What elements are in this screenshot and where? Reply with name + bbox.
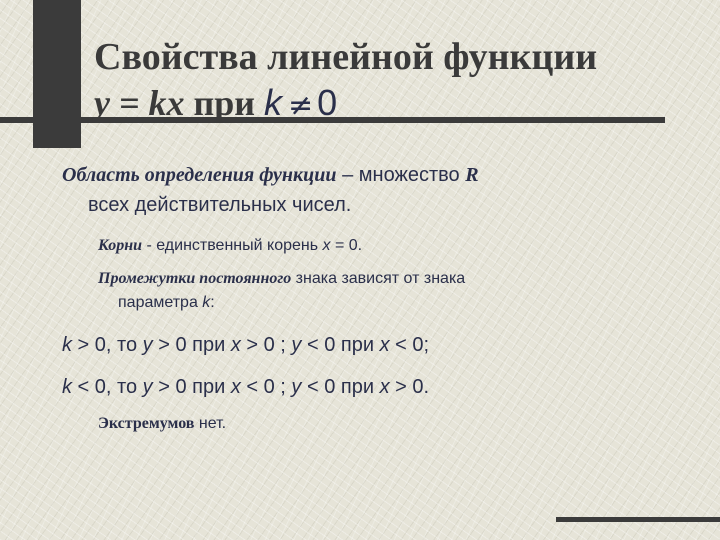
y-var: y: [142, 334, 153, 356]
intervals-variable: k: [202, 294, 211, 311]
condition-text: < 0;: [389, 334, 430, 356]
x-var: x: [379, 334, 390, 356]
x-var: x: [230, 334, 241, 356]
extrema-term: Экстремумов: [98, 415, 195, 432]
domain-term: Область определения функции: [62, 164, 337, 186]
condition-text: < 0 ;: [240, 376, 292, 398]
decorative-left-bar: [33, 0, 81, 148]
intervals-term: Промежутки постоянного: [98, 270, 292, 287]
x-var: x: [230, 376, 241, 398]
positive-k-case: [62, 331, 429, 359]
title-when-word: при: [184, 83, 265, 123]
roots-term: Корни: [98, 237, 143, 254]
condition-text: > 0 при: [152, 334, 231, 356]
condition-text: > 0, то: [72, 334, 143, 356]
domain-dash-text: – множество: [336, 164, 466, 186]
k-var: k: [62, 334, 72, 356]
condition-text: > 0 при: [152, 376, 231, 398]
condition-text: < 0 при: [301, 334, 380, 356]
title-line-2: [94, 80, 337, 129]
negative-k-case: [62, 373, 429, 401]
intervals-continuation: [98, 291, 465, 315]
domain-paragraph: [62, 160, 479, 220]
roots-value: = 0.: [330, 237, 363, 254]
decorative-bottom-rule: [556, 517, 720, 522]
title-equation: y = kx: [94, 83, 185, 123]
condition-text: < 0, то: [72, 376, 143, 398]
condition-text: < 0 при: [301, 376, 380, 398]
title-line-1: Свойства линейной функции: [94, 36, 598, 78]
intervals-paragraph: [98, 267, 465, 315]
extrema-text: нет.: [194, 415, 227, 432]
condition-text: > 0 ;: [240, 334, 292, 356]
roots-text: - единственный корень: [142, 237, 323, 254]
domain-continuation: всех действительных чисел.: [88, 194, 352, 216]
y-var: y: [291, 334, 302, 356]
k-var: k: [62, 376, 72, 398]
y-var: y: [142, 376, 153, 398]
domain-set-symbol: R: [465, 164, 479, 186]
intervals-line2-text: параметра: [118, 294, 203, 311]
intervals-text: знака зависят от знака: [291, 270, 466, 287]
condition-text: > 0.: [389, 376, 430, 398]
y-var: y: [291, 376, 302, 398]
roots-variable: x: [322, 237, 331, 254]
x-var: x: [379, 376, 390, 398]
title-k-variable: k: [264, 82, 283, 123]
not-equal-symbol: ≠: [288, 88, 314, 123]
intervals-colon: :: [210, 294, 215, 311]
extrema-paragraph: [98, 412, 226, 436]
roots-paragraph: [98, 235, 362, 257]
slide-title: [94, 34, 598, 123]
title-zero: 0: [317, 82, 338, 123]
